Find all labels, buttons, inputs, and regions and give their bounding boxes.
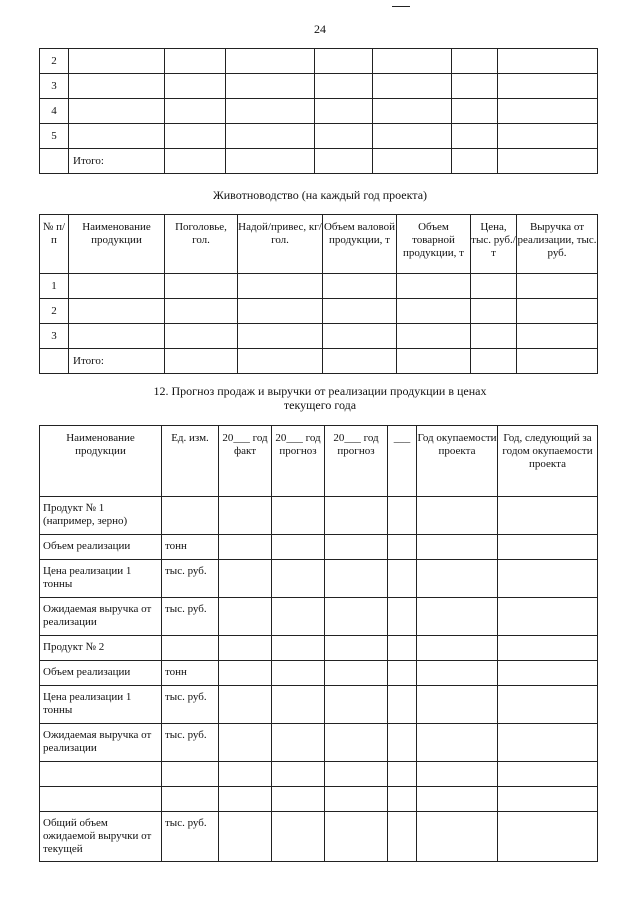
livestock-table (39, 214, 598, 374)
table-header-row (40, 215, 598, 274)
table-row (40, 74, 598, 99)
unit-cell: тыс. руб. (162, 598, 219, 636)
table-row (40, 636, 598, 661)
table-row (40, 324, 598, 349)
cell-input[interactable] (417, 787, 498, 812)
cell-input[interactable] (373, 49, 452, 74)
cell-input[interactable] (498, 787, 598, 812)
cell-input[interactable] (517, 349, 598, 374)
cell-input[interactable] (498, 598, 598, 636)
product-name: Ожидаемая выручка от реализации (40, 598, 162, 636)
row-number: 2 (40, 299, 69, 324)
column-header: ___ (388, 426, 417, 497)
cell-input[interactable] (69, 99, 165, 124)
forecast-title-line1: 12. Прогноз продаж и выручки от реализации продукции в ценах (153, 384, 487, 398)
table-row (40, 497, 598, 535)
cell-input[interactable] (272, 724, 325, 762)
cell-input[interactable] (325, 560, 388, 598)
cell-input[interactable] (373, 74, 452, 99)
cell-input[interactable] (417, 598, 498, 636)
cell-input[interactable] (417, 636, 498, 661)
cell-input[interactable] (165, 324, 238, 349)
top-dash-mark (392, 6, 410, 7)
column-header: Выручка от реализации, тыс. руб. (517, 215, 598, 274)
cell-input[interactable] (315, 149, 373, 174)
cell-input[interactable] (417, 560, 498, 598)
column-header: Объем товарной продукции, т (397, 215, 471, 274)
cell-input[interactable] (272, 686, 325, 724)
cell-input[interactable] (498, 686, 598, 724)
cell-input[interactable] (325, 686, 388, 724)
column-header: Наименование продукции (40, 426, 162, 497)
unit-cell: тыс. руб. (162, 724, 219, 762)
cell-input[interactable] (471, 324, 517, 349)
product-name: Общий объем ожидаемой выручки от текущей (40, 812, 162, 862)
column-header: № п/п (40, 215, 69, 274)
table-row (40, 762, 598, 787)
column-header: Год, следующий за годом окупаемости проекта (498, 426, 598, 497)
cell-input[interactable] (498, 636, 598, 661)
cell-input[interactable] (272, 812, 325, 862)
cell-input[interactable] (471, 349, 517, 374)
cell-input[interactable] (417, 686, 498, 724)
cell-input[interactable] (226, 124, 315, 149)
cell-input[interactable] (325, 812, 388, 862)
cell-input[interactable] (373, 99, 452, 124)
table-row (40, 661, 598, 686)
cell-input[interactable] (69, 299, 165, 324)
cell-input[interactable] (325, 661, 388, 686)
cell-input[interactable] (272, 762, 325, 787)
table-row (40, 598, 598, 636)
cell-input[interactable] (315, 124, 373, 149)
cell-input[interactable] (397, 274, 471, 299)
unit-cell: тонн (162, 661, 219, 686)
cell-input[interactable] (219, 661, 272, 686)
cell-input[interactable] (498, 762, 598, 787)
cell-input[interactable] (325, 598, 388, 636)
row-number: 5 (40, 124, 69, 149)
row-number (40, 349, 69, 374)
cell-input[interactable] (272, 636, 325, 661)
unit-cell (162, 636, 219, 661)
cell-input[interactable] (238, 299, 323, 324)
cell-input[interactable] (219, 497, 272, 535)
table-row (40, 99, 598, 124)
cell-input[interactable] (397, 349, 471, 374)
forecast-title-line2: текущего года (283, 398, 357, 412)
cell-input[interactable] (388, 560, 417, 598)
table-row (40, 812, 598, 862)
cell-input[interactable] (498, 812, 598, 862)
cell-input[interactable] (272, 560, 325, 598)
cell-input[interactable] (498, 124, 598, 149)
cell-input[interactable] (325, 497, 388, 535)
cell-input[interactable] (517, 299, 598, 324)
cell-input[interactable] (165, 149, 226, 174)
page-number: 24 (314, 22, 326, 36)
cell-input[interactable] (325, 762, 388, 787)
unit-cell: тонн (162, 535, 219, 560)
cell-input[interactable] (452, 49, 498, 74)
cell-input[interactable] (388, 724, 417, 762)
cell-input[interactable] (397, 299, 471, 324)
cell-input[interactable] (272, 661, 325, 686)
crop-table-continuation (39, 48, 598, 174)
row-number: 3 (40, 74, 69, 99)
cell-input[interactable] (498, 74, 598, 99)
cell-input[interactable] (272, 598, 325, 636)
product-name: Объем реализации (40, 661, 162, 686)
column-header: Объем валовой продукции, т (323, 215, 397, 274)
row-number: 2 (40, 49, 69, 74)
product-name: Продукт № 2 (40, 636, 162, 661)
cell-input[interactable] (69, 74, 165, 99)
cell-input[interactable] (165, 74, 226, 99)
product-name: Цена реализации 1 тонны (40, 560, 162, 598)
table-header-row (40, 426, 598, 497)
total-label: Итого: (69, 149, 165, 174)
cell-input[interactable] (452, 149, 498, 174)
cell-input[interactable] (165, 349, 238, 374)
cell-input[interactable] (373, 124, 452, 149)
cell-input[interactable] (388, 762, 417, 787)
cell-input[interactable] (219, 535, 272, 560)
column-header: 20___ год факт (219, 426, 272, 497)
total-label: Итого: (69, 349, 165, 374)
cell-input[interactable] (219, 598, 272, 636)
cell-input[interactable] (388, 535, 417, 560)
cell-input[interactable] (272, 787, 325, 812)
cell-input[interactable] (226, 99, 315, 124)
cell-input[interactable] (388, 636, 417, 661)
table-row (40, 724, 598, 762)
cell-input[interactable] (471, 299, 517, 324)
cell-input[interactable] (315, 74, 373, 99)
cell-input[interactable] (323, 274, 397, 299)
cell-input[interactable] (219, 762, 272, 787)
cell-input[interactable] (417, 812, 498, 862)
cell-input[interactable] (165, 124, 226, 149)
cell-input[interactable] (165, 49, 226, 74)
table-row (40, 124, 598, 149)
cell-input[interactable] (315, 49, 373, 74)
cell-input[interactable] (517, 274, 598, 299)
row-number: 3 (40, 324, 69, 349)
cell-input[interactable] (238, 274, 323, 299)
product-name: Объем реализации (40, 535, 162, 560)
total-row (40, 149, 598, 174)
cell-input[interactable] (498, 560, 598, 598)
cell-input[interactable] (417, 497, 498, 535)
cell-input[interactable] (388, 812, 417, 862)
unit-cell[interactable] (162, 787, 219, 812)
row-number: 4 (40, 99, 69, 124)
cell-input[interactable] (325, 724, 388, 762)
total-row (40, 349, 598, 374)
cell-input[interactable] (373, 149, 452, 174)
cell-input[interactable] (325, 787, 388, 812)
cell-input[interactable] (323, 299, 397, 324)
table-row (40, 686, 598, 724)
cell-input[interactable] (219, 636, 272, 661)
table-row (40, 299, 598, 324)
cell-input[interactable] (226, 74, 315, 99)
cell-input[interactable] (226, 49, 315, 74)
cell-input[interactable] (498, 99, 598, 124)
cell-input[interactable] (388, 497, 417, 535)
cell-input[interactable] (388, 598, 417, 636)
column-header: 20___ год прогноз (325, 426, 388, 497)
column-header: Цена, тыс. руб./т (471, 215, 517, 274)
cell-input[interactable] (417, 762, 498, 787)
cell-input[interactable] (388, 661, 417, 686)
column-header: 20___ год прогноз (272, 426, 325, 497)
cell-input[interactable] (315, 99, 373, 124)
cell-input[interactable] (69, 49, 165, 74)
table-row (40, 49, 598, 74)
cell-input[interactable] (69, 324, 165, 349)
unit-cell (162, 497, 219, 535)
column-header: Год окупаемости проекта (417, 426, 498, 497)
cell-input[interactable] (165, 99, 226, 124)
product-name: Продукт № 1 (например, зерно) (40, 497, 162, 535)
cell-input[interactable] (325, 636, 388, 661)
column-header: Надой/привес, кг/гол. (238, 215, 323, 274)
product-name[interactable] (40, 787, 162, 812)
product-name[interactable] (40, 762, 162, 787)
forecast-section-title (0, 384, 640, 412)
cell-input[interactable] (238, 324, 323, 349)
table-row (40, 787, 598, 812)
product-name: Ожидаемая выручка от реализации (40, 724, 162, 762)
cell-input[interactable] (452, 99, 498, 124)
sales-forecast-table (39, 425, 598, 862)
cell-input[interactable] (69, 124, 165, 149)
table-row (40, 274, 598, 299)
cell-input[interactable] (452, 74, 498, 99)
product-name: Цена реализации 1 тонны (40, 686, 162, 724)
cell-input[interactable] (471, 274, 517, 299)
cell-input[interactable] (323, 349, 397, 374)
cell-input[interactable] (219, 787, 272, 812)
cell-input[interactable] (323, 324, 397, 349)
cell-input[interactable] (219, 724, 272, 762)
row-number: 1 (40, 274, 69, 299)
cell-input[interactable] (219, 560, 272, 598)
cell-input[interactable] (397, 324, 471, 349)
cell-input[interactable] (517, 324, 598, 349)
cell-input[interactable] (165, 299, 238, 324)
cell-input[interactable] (498, 724, 598, 762)
cell-input[interactable] (226, 149, 315, 174)
unit-cell: тыс. руб. (162, 812, 219, 862)
cell-input[interactable] (498, 661, 598, 686)
cell-input[interactable] (272, 535, 325, 560)
cell-input[interactable] (388, 787, 417, 812)
cell-input[interactable] (417, 535, 498, 560)
cell-input[interactable] (219, 812, 272, 862)
cell-input[interactable] (498, 535, 598, 560)
cell-input[interactable] (452, 124, 498, 149)
column-header: Поголовье, гол. (165, 215, 238, 274)
table-row (40, 560, 598, 598)
column-header: Наименование продукции (69, 215, 165, 274)
cell-input[interactable] (325, 535, 388, 560)
unit-cell: тыс. руб. (162, 560, 219, 598)
cell-input[interactable] (238, 349, 323, 374)
livestock-section-title: Животноводство (на каждый год проекта) (212, 188, 428, 202)
cell-input[interactable] (272, 497, 325, 535)
cell-input[interactable] (388, 686, 417, 724)
unit-cell[interactable] (162, 762, 219, 787)
cell-input[interactable] (498, 149, 598, 174)
cell-input[interactable] (498, 497, 598, 535)
row-number (40, 149, 69, 174)
cell-input[interactable] (69, 274, 165, 299)
cell-input[interactable] (165, 274, 238, 299)
cell-input[interactable] (417, 724, 498, 762)
unit-cell: тыс. руб. (162, 686, 219, 724)
table-row (40, 535, 598, 560)
cell-input[interactable] (417, 661, 498, 686)
column-header: Ед. изм. (162, 426, 219, 497)
cell-input[interactable] (498, 49, 598, 74)
cell-input[interactable] (219, 686, 272, 724)
